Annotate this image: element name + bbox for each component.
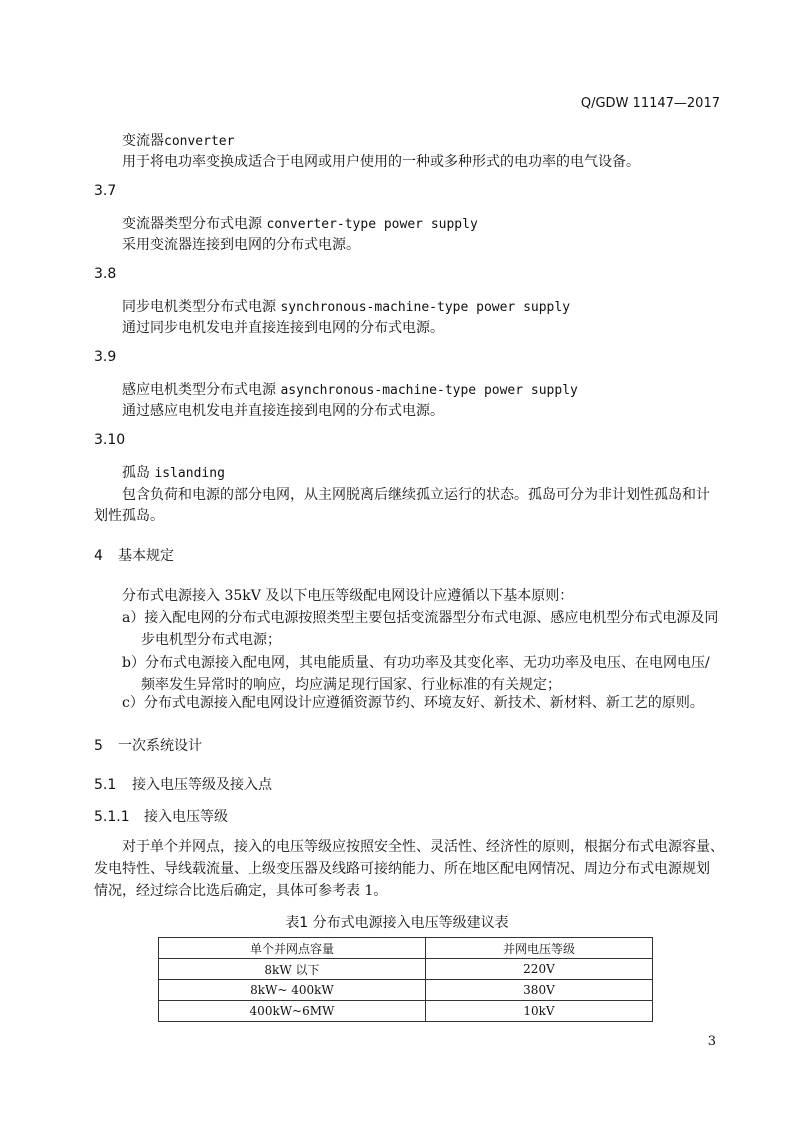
term-title-zh: 变流器 <box>122 133 164 149</box>
term-title <box>122 213 478 233</box>
term-title-en: converter <box>164 134 235 149</box>
subsection-heading <box>94 774 272 794</box>
table-cell: 400kW~6MW <box>159 1001 426 1022</box>
term-title <box>122 462 225 482</box>
table-row <box>159 1001 653 1022</box>
list-item-c: c）分布式电源接入配电网设计应遵循资源节约、环境友好、新技术、新材料、新工艺的原则。 <box>122 695 704 711</box>
term-title-en: converter-type power supply <box>266 217 478 232</box>
section-number: 4 <box>94 548 103 564</box>
table-cell: 220V <box>425 959 652 980</box>
table-header-cell: 单个并网点容量 <box>159 938 426 959</box>
subsection-number: 5.1 <box>94 777 117 793</box>
term-title-zh: 感应电机类型分布式电源 <box>122 382 276 398</box>
table-header-cell: 并网电压等级 <box>425 938 652 959</box>
paragraph-line: 发电特性、导线载流量、上级变压器及线路可接纳能力、所在地区配电网情况、周边分布式电源规划 <box>94 861 710 877</box>
term-definition: 采用变流器连接到电网的分布式电源。 <box>122 237 360 253</box>
table-caption: 表1 分布式电源接入电压等级建议表 <box>285 915 509 931</box>
term-title-zh: 同步电机类型分布式电源 <box>122 299 276 315</box>
term-title-en: asynchronous-machine-type power supply <box>280 383 578 398</box>
term-definition: 包含负荷和电源的部分电网，从主网脱离后继续孤立运行的状态。孤岛可分为非计划性孤岛和计 <box>122 487 710 503</box>
term-title <box>122 379 578 399</box>
term-title <box>122 130 234 150</box>
section-intro: 分布式电源接入 35kV 及以下电压等级配电网设计应遵循以下基本原则： <box>122 588 574 604</box>
term-definition: 通过感应电机发电并直接连接到电网的分布式电源。 <box>122 403 444 419</box>
subsection-title: 接入电压等级及接入点 <box>132 777 272 793</box>
term-definition-continued: 划性孤岛。 <box>94 508 164 524</box>
table-cell: 8kW 以下 <box>159 959 426 980</box>
paragraph-line: 情况，经过综合比选后确定，具体可参考表 1。 <box>94 883 388 899</box>
section-heading <box>94 735 202 755</box>
list-item-a-continued: 步电机型分布式电源； <box>141 632 281 648</box>
paragraph-line: 对于单个并网点，接入的电压等级应按照安全性、灵活性、经济性的原则，根据分布式电源容量、 <box>122 839 724 855</box>
page-number: 3 <box>707 1034 716 1049</box>
table-header-row <box>159 938 653 959</box>
list-item-a: a）接入配电网的分布式电源按照类型主要包括变流器型分布式电源、感应电机型分布式电源及同 <box>122 610 719 626</box>
subsubsection-title: 接入电压等级 <box>144 809 228 825</box>
list-item-b-continued: 频率发生异常时的响应，均应满足现行国家、行业标准的有关规定； <box>141 677 561 693</box>
term-definition: 通过同步电机发电并直接连接到电网的分布式电源。 <box>122 320 444 336</box>
subsubsection-number: 5.1.1 <box>94 809 130 825</box>
term-number: 3.8 <box>94 266 117 282</box>
term-number: 3.10 <box>94 432 126 448</box>
term-title-en: synchronous-machine-type power supply <box>280 300 571 315</box>
section-heading <box>94 545 174 565</box>
table-cell: 380V <box>425 980 652 1001</box>
term-number: 3.9 <box>94 349 117 365</box>
section-title: 一次系统设计 <box>118 738 202 754</box>
term-definition: 用于将电功率变换成适合于电网或用户使用的一种或多种形式的电功率的电气设备。 <box>122 154 640 170</box>
list-item-b: b）分布式电源接入配电网，其电能质量、有功功率及其变化率、无功功率及电压、在电网电压/ <box>122 655 710 671</box>
subsubsection-heading <box>94 806 228 826</box>
section-title: 基本规定 <box>118 548 174 564</box>
term-number: 3.7 <box>94 183 117 199</box>
term-title-zh: 孤岛 <box>122 465 150 481</box>
standard-code: Q/GDW 11147—2017 <box>580 96 720 111</box>
term-title <box>122 296 570 316</box>
section-number: 5 <box>94 738 103 754</box>
table-cell: 10kV <box>425 1001 652 1022</box>
term-title-en: islanding <box>154 466 225 481</box>
voltage-level-table <box>158 937 653 1022</box>
term-title-zh: 变流器类型分布式电源 <box>122 216 262 232</box>
table-cell: 8kW~ 400kW <box>159 980 426 1001</box>
table-row <box>159 980 653 1001</box>
table-row <box>159 959 653 980</box>
